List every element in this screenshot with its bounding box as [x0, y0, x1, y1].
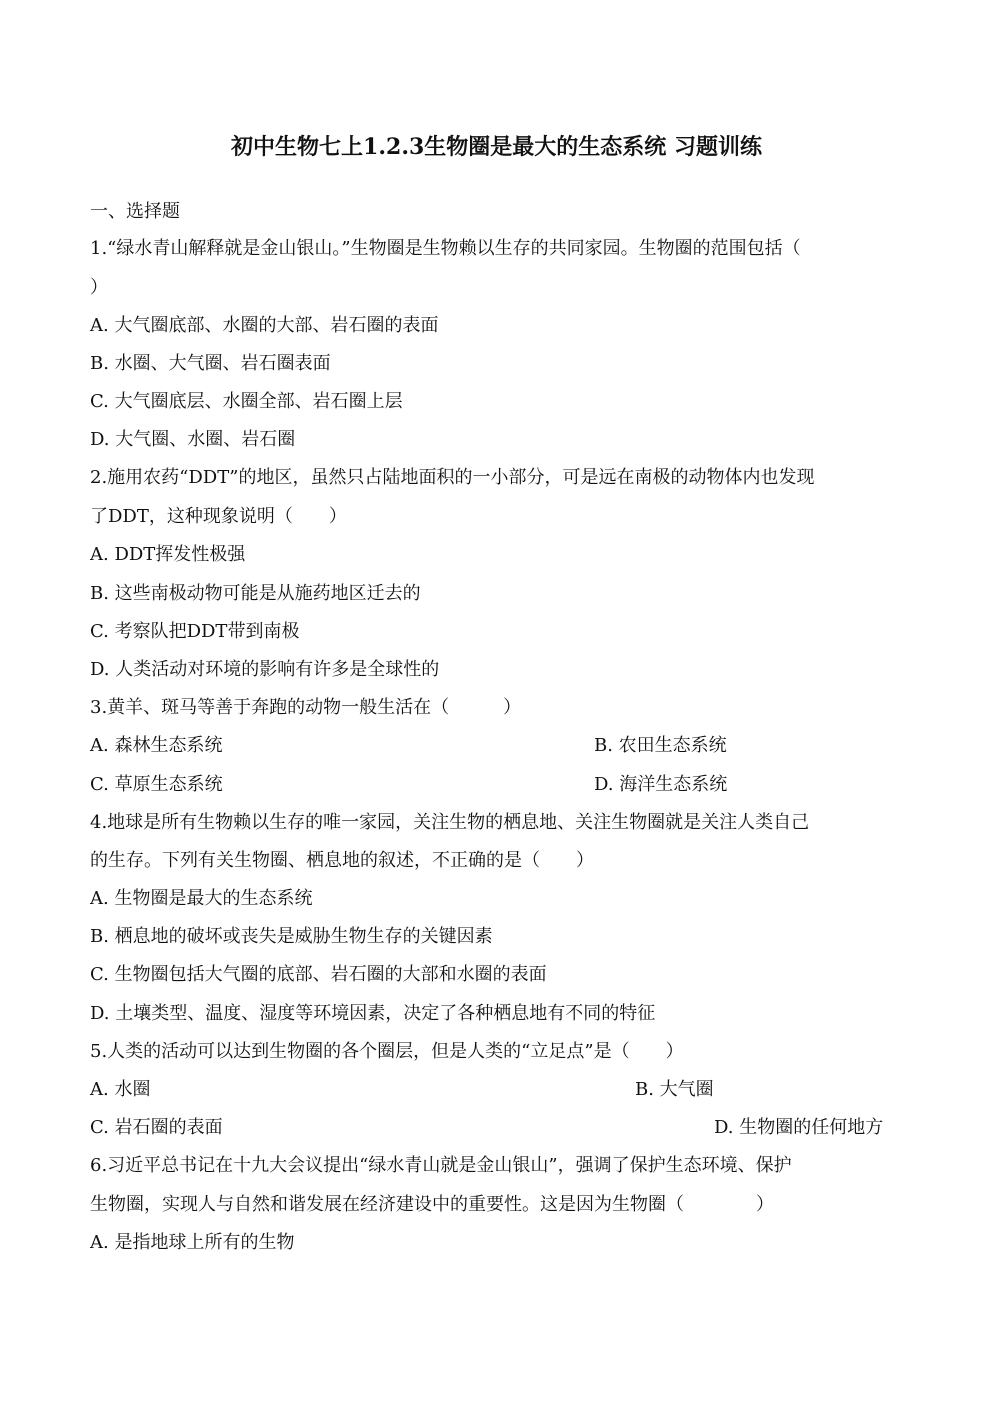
question-2-stem-line-2: 了DDT，这种现象说明（ ） [90, 506, 347, 527]
question-2-option-b: B. 这些南极动物可能是从施药地区迁去的 [90, 583, 421, 604]
question-5-option-b: B. 大气圈 [635, 1079, 714, 1100]
question-1-stem-line-2: ） [90, 277, 108, 298]
question-1-option-a: A. 大气圈底部、水圈的大部、岩石圈的表面 [90, 315, 439, 336]
question-5-option-a: A. 水圈 [90, 1079, 151, 1100]
question-6-option-a: A. 是指地球上所有的生物 [90, 1232, 295, 1253]
page-title: 初中生物七上1.2.3生物圈是最大的生态系统 习题训练 [231, 134, 762, 160]
question-6-stem-line-2: 生物圈，实现人与自然和谐发展在经济建设中的重要性。这是因为生物圈（ ） [90, 1194, 774, 1215]
question-3-stem: 3.黄羊、斑马等善于奔跑的动物一般生活在（ ） [90, 697, 522, 718]
question-4-option-a: A. 生物圈是最大的生态系统 [90, 888, 313, 909]
question-3-option-d: D. 海洋生态系统 [594, 774, 728, 795]
question-5-stem: 5.人类的活动可以达到生物圈的各个圈层，但是人类的“立足点”是（ ） [90, 1041, 684, 1062]
question-2-option-c: C. 考察队把DDT带到南极 [90, 621, 300, 642]
question-5-option-c: C. 岩石圈的表面 [90, 1117, 223, 1138]
question-2-option-a: A. DDT挥发性极强 [90, 544, 246, 565]
question-4-stem-line-1: 4.地球是所有生物赖以生存的唯一家园，关注生物的栖息地、关注生物圈就是关注人类自己 [90, 812, 810, 833]
question-4-option-b: B. 栖息地的破坏或丧失是威胁生物生存的关键因素 [90, 926, 493, 947]
question-6-stem-line-1: 6.习近平总书记在十九大会议提出“绿水青山就是金山银山”，强调了保护生态环境、保护 [90, 1155, 792, 1176]
question-1-option-c: C. 大气圈底层、水圈全部、岩石圈上层 [90, 391, 403, 412]
question-4-option-d: D. 土壤类型、温度、湿度等环境因素，决定了各种栖息地有不同的特征 [90, 1003, 656, 1024]
question-3-option-a: A. 森林生态系统 [90, 735, 223, 756]
question-1-stem-line-1: 1.“绿水青山解释就是金山银山。”生物圈是生物赖以生存的共同家园。生物圈的范围包括（ [90, 238, 801, 259]
question-5-option-d: D. 生物圈的任何地方 [714, 1117, 884, 1138]
question-2-option-d: D. 人类活动对环境的影响有许多是全球性的 [90, 659, 440, 680]
question-1-option-b: B. 水圈、大气圈、岩石圈表面 [90, 353, 331, 374]
question-3-option-c: C. 草原生态系统 [90, 774, 223, 795]
question-4-option-c: C. 生物圈包括大气圈的底部、岩石圈的大部和水圈的表面 [90, 964, 547, 985]
question-4-stem-line-2: 的生存。下列有关生物圈、栖息地的叙述，不正确的是（ ） [90, 850, 594, 871]
question-1-option-d: D. 大气圈、水圈、岩石圈 [90, 429, 296, 450]
section-heading: 一、选择题 [90, 201, 180, 222]
question-3-option-b: B. 农田生态系统 [594, 735, 727, 756]
question-2-stem-line-1: 2.施用农药“DDT”的地区，虽然只占陆地面积的一小部分，可是远在南极的动物体内也发现 [90, 467, 815, 488]
